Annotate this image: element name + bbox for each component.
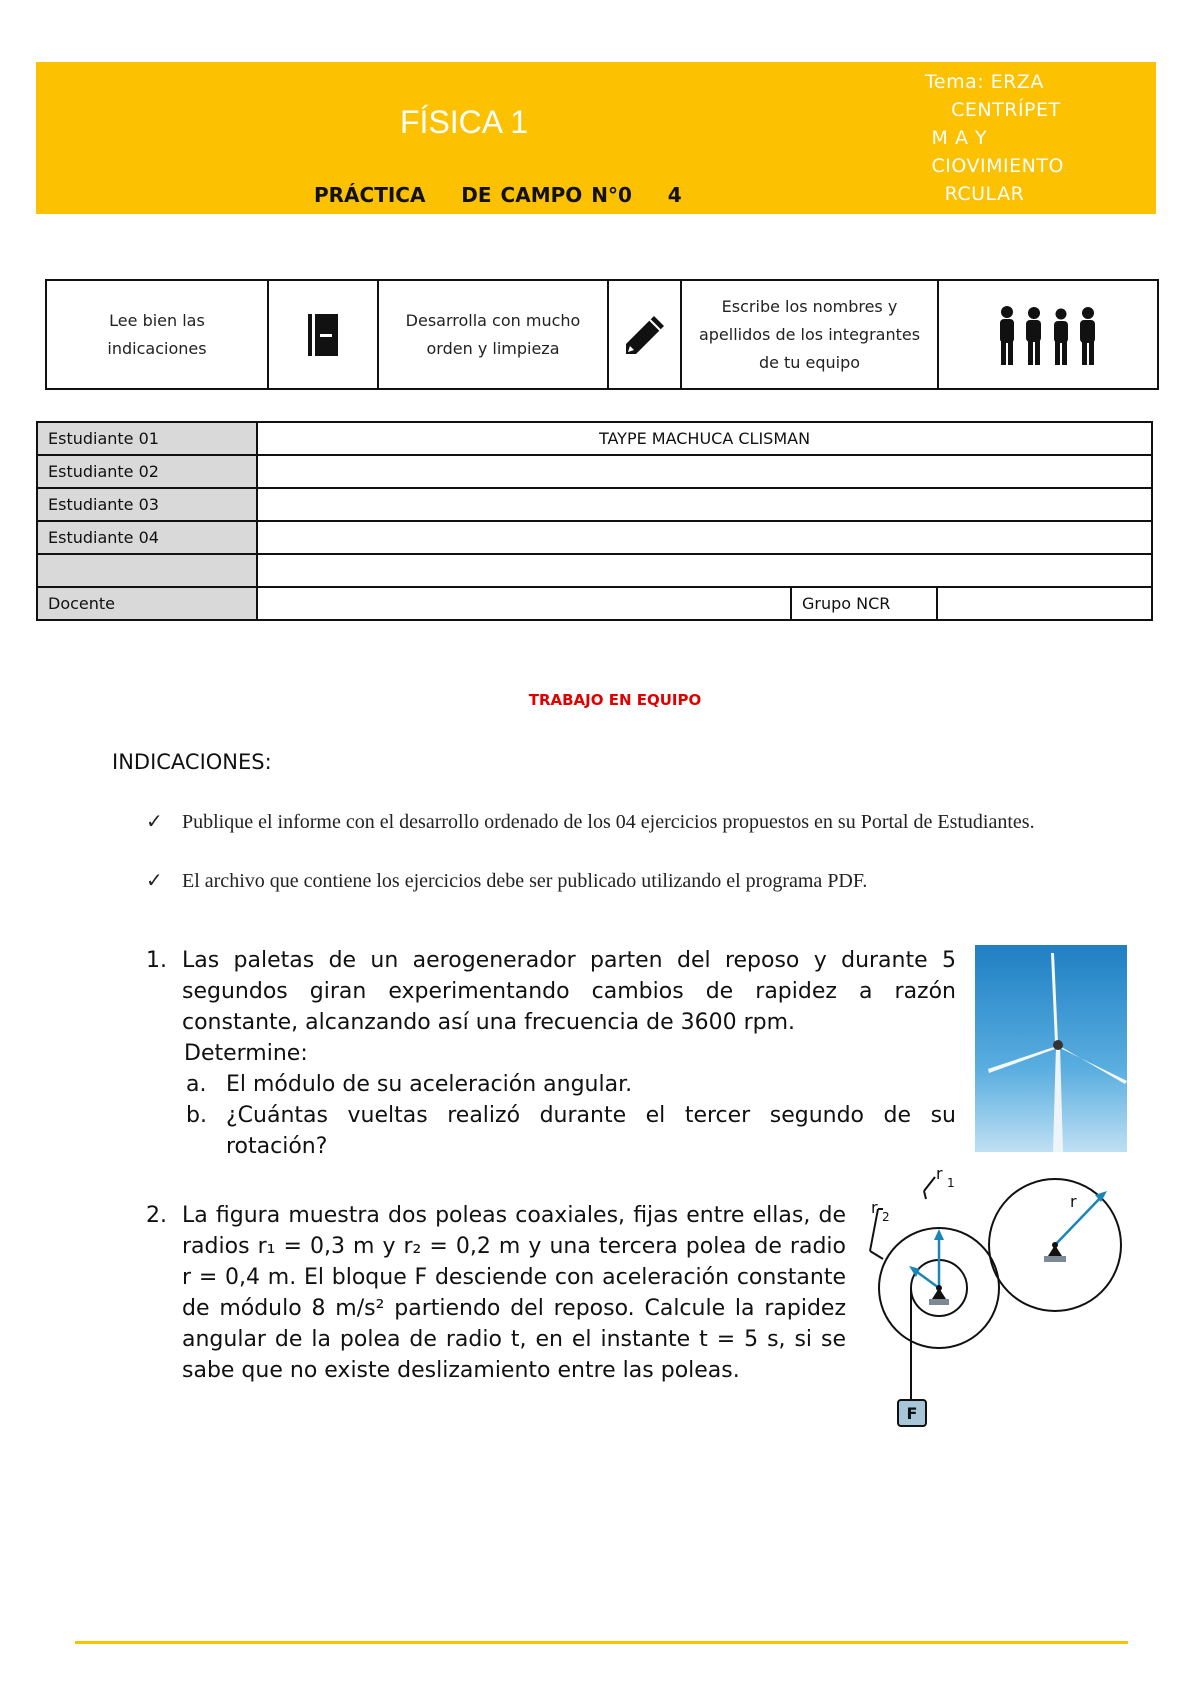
group-field[interactable]	[937, 587, 1152, 620]
r1-label: r	[936, 1165, 943, 1183]
teacher-label: Docente	[37, 587, 257, 620]
pencil-icon	[609, 281, 682, 388]
students-table	[36, 421, 1153, 621]
student-label: Estudiante 02	[37, 455, 257, 488]
student-label	[37, 554, 257, 587]
list-item	[146, 807, 1116, 837]
student-label: Estudiante 03	[37, 488, 257, 521]
r1-subscript: 1	[947, 1176, 955, 1190]
group-people-icon	[939, 281, 1157, 388]
read-instructions-text: Lee bien las indicaciones	[47, 281, 269, 388]
wind-turbine-photo	[975, 945, 1127, 1152]
problem-2	[146, 1200, 846, 1386]
item-b-text: ¿Cuántas vueltas realizó durante el tercer segundo de su rotación?	[226, 1103, 956, 1159]
item-a-text: El módulo de su aceleración angular.	[226, 1072, 633, 1097]
table-row	[37, 455, 1152, 488]
course-title: FÍSICA 1	[400, 104, 529, 140]
topic-line: CENTRÍPET	[925, 99, 1061, 121]
topic-line: Tema: ERZA	[925, 71, 1044, 93]
problem-determine: Determine:	[184, 1041, 308, 1066]
r-label: r	[1070, 1192, 1077, 1211]
table-row	[37, 587, 1152, 620]
problem-text: La figura muestra dos poleas coaxiales, fijas entre ellas, de radios r₁ = 0,3 m y r₂ = 0,2 m y una tercera polea de radio r = 0,4 m. El bloque F desciende con aceleración constante de módulo 8 m/s² partiendo del reposo. Calcule la rapidez angular de la polea de radio t, en el instante t = 5 s, si se sabe que no existe deslizamiento entre las poleas.	[182, 1203, 846, 1383]
topic-line: RCULAR	[925, 183, 1025, 205]
teamwork-heading: TRABAJO EN EQUIPO	[528, 691, 702, 709]
group-label: Grupo NCR	[791, 587, 937, 620]
team-names-instructions-text: Escribe los nombres y apellidos de los integrantes de tu equipo	[682, 281, 939, 388]
student-label: Estudiante 01	[37, 422, 257, 455]
checkmark-icon: ✓	[146, 811, 163, 833]
problem-number: 2.	[146, 1203, 167, 1228]
student-name-field[interactable]	[257, 488, 1152, 521]
topic-line: M A Y	[925, 127, 988, 149]
footer-line	[75, 1641, 1128, 1644]
teacher-field[interactable]	[257, 587, 791, 620]
checkmark-icon: ✓	[146, 870, 163, 892]
practice-title: PRÁCTICA DE CAMPO N°0 4	[314, 183, 682, 207]
header-divider	[36, 214, 926, 220]
student-name-field[interactable]	[257, 521, 1152, 554]
indications-title: INDICACIONES:	[112, 750, 272, 774]
student-name-field[interactable]	[257, 455, 1152, 488]
problem-1	[146, 945, 956, 1162]
student-name-field[interactable]	[257, 554, 1152, 587]
block-f-label: F	[906, 1404, 918, 1423]
topic-label	[925, 68, 1155, 208]
student-label: Estudiante 04	[37, 521, 257, 554]
item-label: b.	[186, 1103, 207, 1128]
instructions-strip	[45, 279, 1159, 390]
problem-number: 1.	[146, 948, 167, 973]
list-item-text: El archivo que contiene los ejercicios debe ser publicado utilizando el programa PDF.	[182, 870, 868, 892]
table-row	[37, 488, 1152, 521]
list-item-text: Publique el informe con el desarrollo ordenado de los 04 ejercicios propuestos en su Portal de Estudiantes.	[182, 811, 1035, 833]
item-label: a.	[186, 1072, 207, 1097]
pulley-diagram	[868, 1165, 1160, 1437]
table-row	[37, 422, 1152, 455]
student-name-field[interactable]: TAYPE MACHUCA CLISMAN	[257, 422, 1152, 455]
r2-subscript: 2	[882, 1210, 890, 1224]
list-item	[146, 866, 1116, 896]
table-row	[37, 554, 1152, 587]
topic-line: CIOVIMIENTO	[925, 155, 1064, 177]
problem-text: Las paletas de un aerogenerador parten del reposo y durante 5 segundos giran experimentando cambios de rapidez a razón constante, alcanzando así una frecuencia de 3600 rpm.	[182, 948, 956, 1035]
r2-label: r	[871, 1198, 878, 1217]
table-row	[37, 521, 1152, 554]
order-instructions-text: Desarrolla con mucho orden y limpieza	[379, 281, 609, 388]
notebook-icon	[269, 281, 379, 388]
